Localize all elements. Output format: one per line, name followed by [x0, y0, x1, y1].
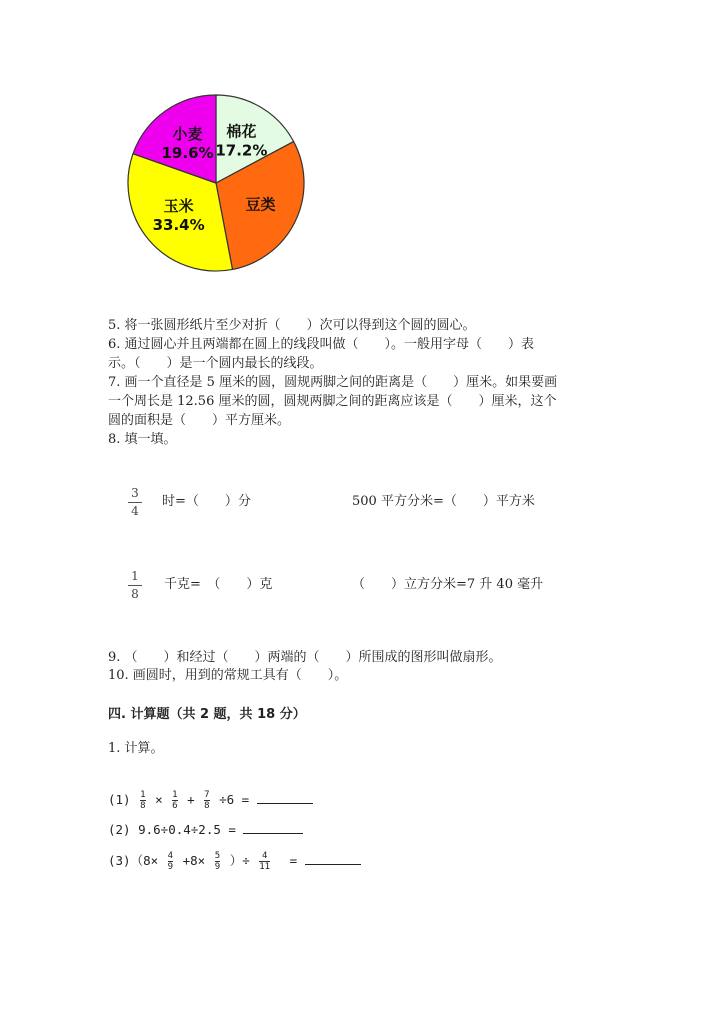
fraction: $\frac{1}{8}$	[140, 790, 146, 811]
calc-tail: ÷6 =	[219, 792, 250, 807]
operator: +	[187, 792, 195, 807]
pie-value-2: 33.4%	[152, 216, 205, 235]
fraction: $\frac{4}{9}$	[167, 851, 174, 872]
question-7-line-3: 圆的面积是（ ）平方厘米。	[108, 413, 291, 428]
pie-value-0: 17.2%	[215, 141, 268, 160]
pie-label-1: 豆类	[245, 195, 276, 214]
question-5: 5. 将一张圆形纸片至少对折（ ）次可以得到这个圆的圆心。	[108, 318, 476, 333]
question-10: 10. 画圆时，用到的常规工具有（ ）。	[108, 668, 348, 683]
fraction-denominator: 4	[131, 504, 139, 518]
fill-square-dm-to-m: 500 平方分米=（ ）平方米	[352, 494, 535, 509]
fraction-denominator: 8	[131, 587, 139, 601]
answer-blank[interactable]	[243, 819, 303, 834]
fraction-numerator: 3	[131, 486, 139, 500]
question-7-line-1: 7. 画一个直径是 5 厘米的圆，圆规两脚之间的距离是（ ）厘米。如果要画	[108, 375, 558, 390]
section-heading: 四. 计算题（共 2 题，共 18 分）	[108, 707, 306, 722]
calc-tail: =	[289, 853, 298, 868]
pie-value-3: 19.6%	[161, 143, 214, 162]
calc-close: ）÷	[229, 853, 250, 868]
calc-mid: +8×	[182, 853, 206, 868]
calc-item-2	[108, 818, 303, 842]
question-6-line-2: 示。（ ）是一个圆内最长的线段。	[108, 356, 323, 371]
calc-prefix: (3)（8×	[108, 853, 159, 868]
fill-cubic-dm: （ ）立方分米=7 升 40 毫升	[352, 577, 544, 592]
fraction: $\frac{1}{6}$	[172, 790, 178, 811]
fraction-three-quarters	[128, 486, 142, 519]
pie-label-2: 玉米	[163, 197, 194, 216]
fraction-one-eighth	[128, 569, 142, 602]
calc-item-3	[108, 848, 361, 874]
fill-kg-to-g: 千克= （ ）克	[164, 577, 273, 592]
pie-label-3: 小麦	[172, 124, 203, 143]
question-7-line-2: 一个周长是 12.56 厘米的圆，圆规两脚之间的距离应该是（ ）厘米，这个	[108, 394, 557, 409]
fill-hours-to-minutes: 时=（ ）分	[162, 494, 251, 509]
fraction: $\frac{5}{9}$	[214, 851, 221, 872]
calc-expression: (2) 9.6÷0.4÷2.5 =	[108, 822, 236, 837]
pie-label-0: 棉花	[226, 122, 257, 141]
question-9: 9. （ ）和经过（ ）两端的（ ）所围成的图形叫做扇形。	[108, 650, 502, 665]
answer-blank[interactable]	[305, 850, 361, 865]
question-6-line-1: 6. 通过圆心并且两端都在圆上的线段叫做（ ）。一般用字母（ ）表	[108, 337, 535, 352]
fraction: $\frac{7}{8}$	[204, 790, 210, 811]
calc-label: (1)	[108, 792, 131, 807]
pie-chart	[118, 90, 314, 280]
calc-item-1	[108, 788, 313, 812]
question-8: 8. 填一填。	[108, 432, 177, 447]
fraction-numerator: 1	[131, 569, 139, 583]
calc-question-1: 1. 计算。	[108, 741, 164, 756]
answer-blank[interactable]	[257, 789, 313, 804]
operator: ×	[155, 792, 163, 807]
fraction: $\frac{4}{11}$	[259, 851, 271, 872]
